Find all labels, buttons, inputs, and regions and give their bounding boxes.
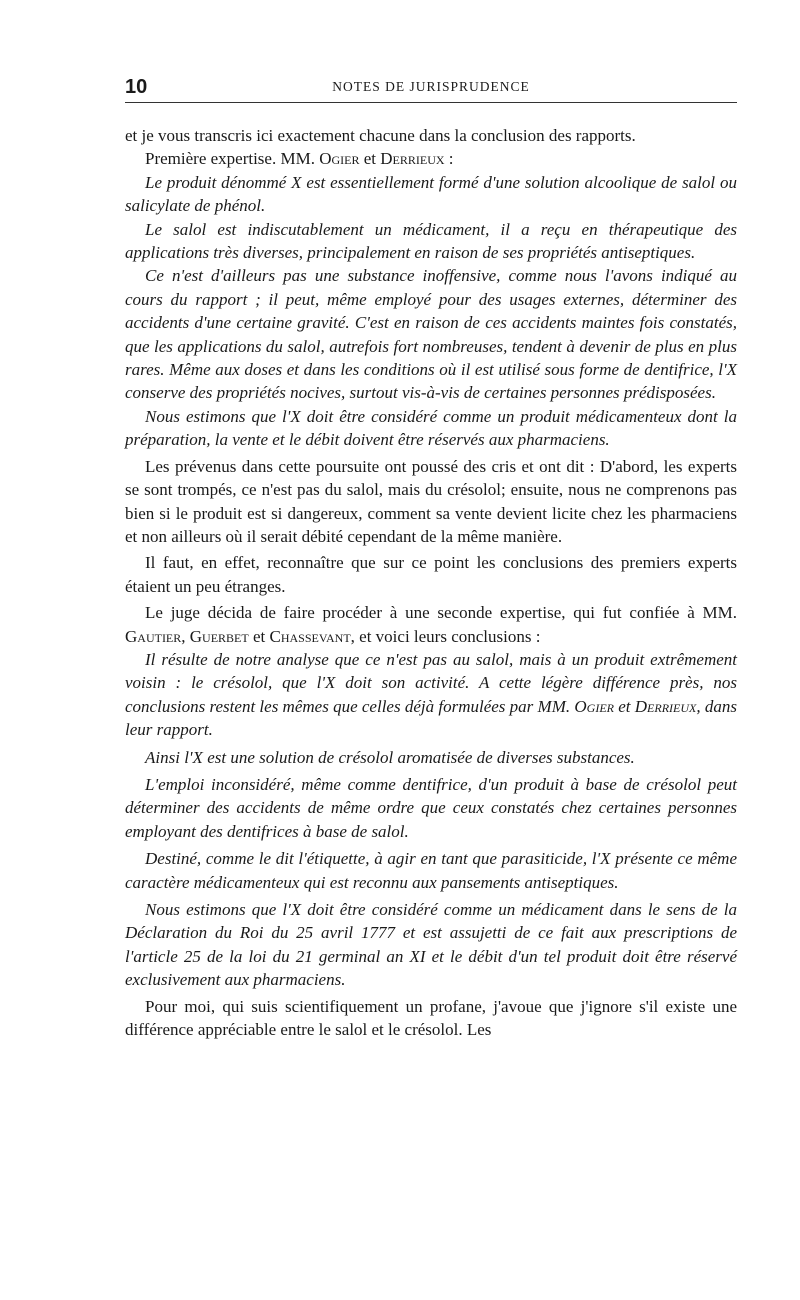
- conjunction: et: [248, 626, 270, 646]
- quote-5-lead: Il résulte de notre analyse que ce n'est pas au salol, mais à un produit extrêmement voisin : le crésolol, que l'X doit son activité. A cette légère différence près, nos conclusions restent les mêmes que celles déjà formulées par MM.: [125, 649, 737, 716]
- paragraph-intro: et je vous transcris ici exactement chacune dans la conclusion des rapports.: [125, 126, 636, 145]
- paragraph-prevenus: Les prévenus dans cette poursuite ont poussé des cris et ont dit : D'abord, les experts se sont trompés, ce n'est pas du salol, mais du crésolol; ensuite, nous ne comprenons pas bien si le produit est si dangereux, comment sa vente devient licite chez les pharmaciens et non ailleurs où il serait débité cependant de la même manière.: [125, 456, 737, 546]
- expert-name-ogier: Ogier: [574, 696, 614, 716]
- expert-name-derrieux: Derrieux: [634, 696, 697, 716]
- conjunction: et: [613, 696, 635, 716]
- body-text: [125, 124, 737, 1041]
- page-header: [125, 76, 737, 103]
- paragraph-pour-moi: Pour moi, qui suis scientifiquement un profane, j'avoue que j'ignore s'il existe une différence appréciable entre le salol et le crésolol. Les: [125, 996, 737, 1040]
- second-expertise-tail: , et voici leurs conclusions :: [350, 626, 541, 646]
- quote-paragraph-4: Nous estimons que l'X doit être considéré comme un produit médicamenteux dont la préparation, la vente et le débit doivent être réservés aux pharmaciens.: [125, 406, 737, 450]
- paragraph-il-faut: Il faut, en effet, reconnaître que sur ce point les conclusions des premiers experts étaient un peu étranges.: [125, 553, 737, 596]
- paragraph-first-expertise: [125, 147, 737, 170]
- expert-name-derrieux: Derrieux: [380, 149, 445, 169]
- quote-paragraph-3: Ce n'est d'ailleurs pas une substance inoffensive, comme nous l'avons indiqué au cours du rapport ; il peut, même employé pour des usages externes, déterminer des accidents d'une certaine gravité. C'est en raison de ces accidents maintes fois constatés, que les applications du salol, autrefois fort nombreuses, tendent à devenir de plus en plus rares. Même aux doses et dans les conditions où il est utilisé sous forme de dentifrice, l'X conserve des propriétés nocives, surtout vis-à-vis de certaines personnes prédisposées.: [125, 266, 737, 403]
- quote-paragraph-9: Nous estimons que l'X doit être considéré comme un médicament dans le sens de la Déclaration du Roi du 25 avril 1777 et est assujetti de ce fait aux prescriptions de l'article 25 de la loi du 21 germinal an XI et le débit d'un tel produit doit être réservé exclusivement aux pharmaciens.: [125, 900, 737, 990]
- page-number: 10: [125, 76, 148, 98]
- quote-5-tail: , dans leur rapport.: [125, 696, 737, 740]
- second-expertise-lead: Le juge décida de faire procéder à une seconde expertise, qui fut confiée à MM.: [145, 603, 737, 623]
- quote-paragraph-5: [125, 648, 737, 742]
- expert-name-chassevant: Chassevant: [269, 626, 351, 646]
- quote-paragraph-2: Le salol est indiscutablement un médicament, il a reçu en thérapeutique des applications très diverses, principalement en raison de ses propriétés antiseptiques.: [125, 219, 737, 263]
- running-head: NOTES DE JURISPRUDENCE: [332, 79, 530, 94]
- quote-paragraph-6: Ainsi l'X est une solution de crésolol aromatisée de diverses substances.: [145, 747, 635, 767]
- expert-name-guerbet: Guerbet: [189, 626, 249, 646]
- first-expertise-lead: Première expertise. MM.: [145, 149, 320, 169]
- paragraph-second-expertise: [125, 601, 737, 648]
- expert-name-gautier: Gautier: [125, 626, 182, 646]
- quote-paragraph-7: L'emploi inconsidéré, même comme dentifrice, d'un produit à base de crésolol peut déterminer des accidents de même ordre que ceux constatés chez certaines personnes employant des dentifrices à base de salol.: [125, 774, 737, 841]
- conjunction: et: [359, 149, 381, 169]
- colon: :: [444, 149, 454, 169]
- quote-paragraph-1: Le produit dénommé X est essentiellement formé d'une solution alcoolique de salol ou salicylate de phénol.: [125, 172, 737, 216]
- expert-name-ogier: Ogier: [319, 149, 360, 169]
- quote-paragraph-8: Destiné, comme le dit l'étiquette, à agir en tant que parasiticide, l'X présente ce même caractère médicamenteux qui est reconnu aux pansements antiseptiques.: [125, 849, 737, 892]
- separator: ,: [181, 626, 190, 646]
